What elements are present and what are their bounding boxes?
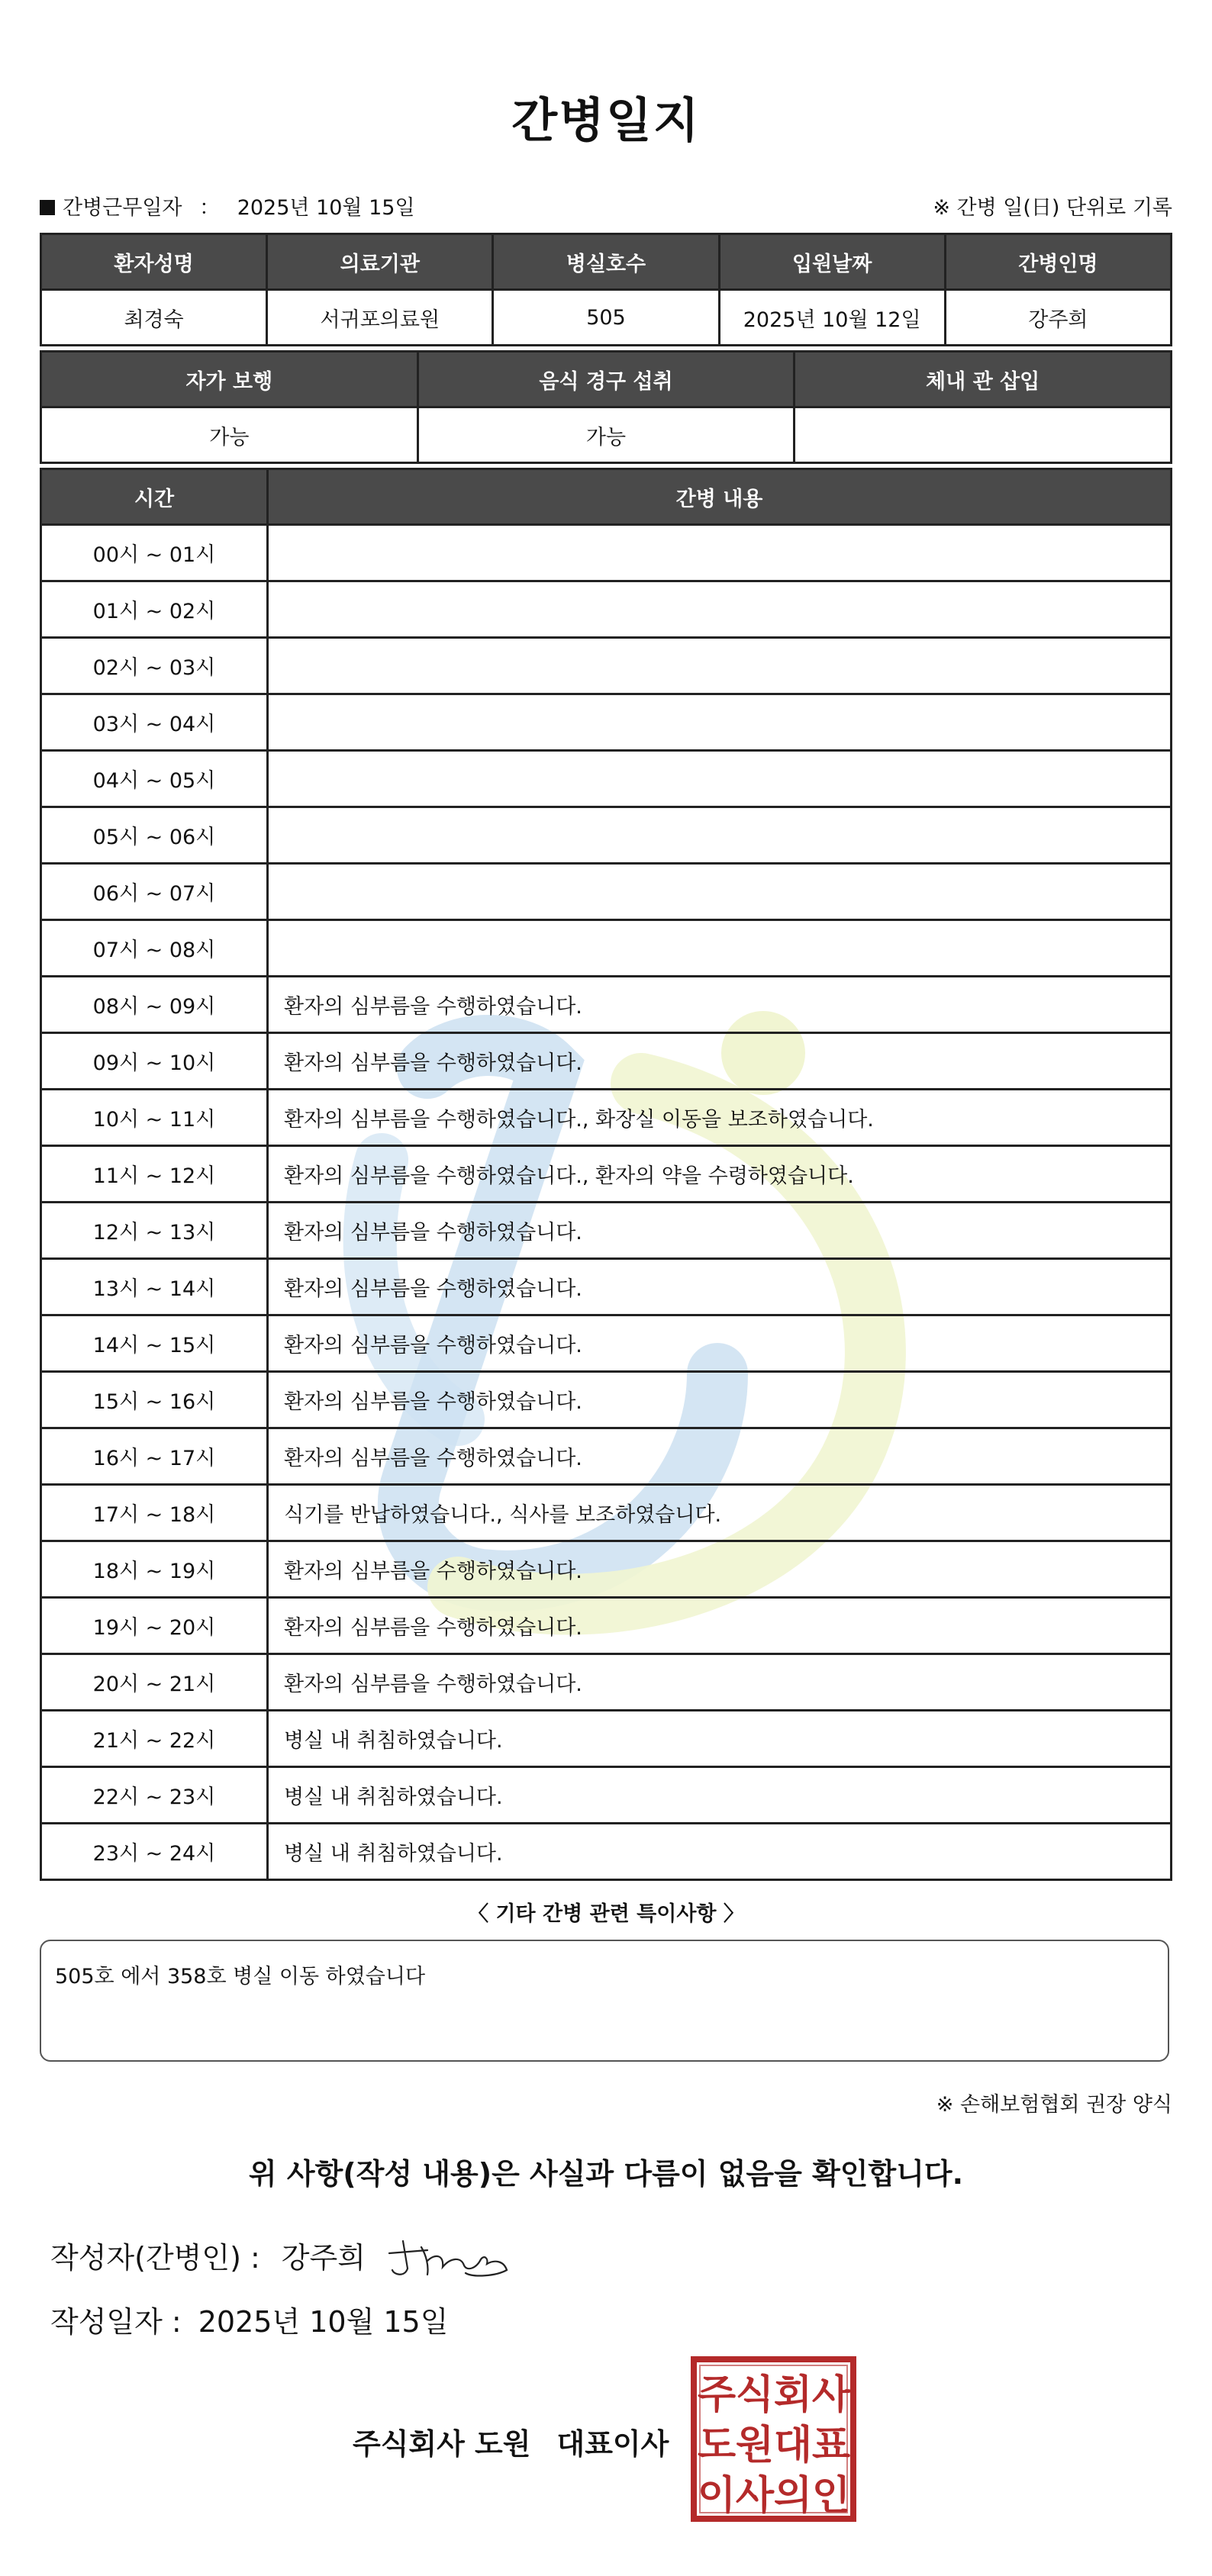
log-row	[41, 920, 1172, 977]
stamp-character: 표	[811, 2423, 851, 2468]
log-time: 17시 ~ 18시	[41, 1485, 268, 1541]
log-content: 환자의 심부름을 수행하였습니다.	[268, 1203, 1172, 1259]
log-content	[268, 581, 1172, 638]
log-row	[41, 1146, 1172, 1203]
ability-header: 음식 경구 섭취	[417, 352, 795, 407]
patient-name: 최경숙	[41, 290, 267, 346]
log-header-time: 시간	[41, 469, 268, 525]
log-time: 16시 ~ 17시	[41, 1428, 268, 1485]
info-header: 환자성명	[41, 234, 267, 290]
log-time: 19시 ~ 20시	[41, 1598, 268, 1654]
log-time: 05시 ~ 06시	[41, 807, 268, 864]
walking-value: 가능	[41, 407, 418, 463]
duty-date-value: 2025년 10월 15일	[237, 196, 415, 220]
log-row	[41, 1767, 1172, 1824]
log-content: 식기를 반납하였습니다., 식사를 보조하였습니다.	[268, 1485, 1172, 1541]
log-row	[41, 1824, 1172, 1880]
company-name: 주식회사 도원	[353, 2427, 531, 2461]
log-time: 09시 ~ 10시	[41, 1033, 268, 1090]
log-row	[41, 1033, 1172, 1090]
log-row	[41, 694, 1172, 751]
stamp-character: 인	[811, 2473, 851, 2519]
page-title: 간병일지	[511, 92, 701, 148]
log-content	[268, 694, 1172, 751]
log-content: 병실 내 취침하였습니다.	[268, 1824, 1172, 1880]
stamp-character: 사	[811, 2372, 851, 2418]
log-time: 23시 ~ 24시	[41, 1824, 268, 1880]
info-header: 입원날짜	[719, 234, 945, 290]
log-content: 환자의 심부름을 수행하였습니다.	[268, 1428, 1172, 1485]
stamp-character: 의	[773, 2473, 813, 2519]
log-content: 환자의 심부름을 수행하였습니다.	[268, 1541, 1172, 1598]
stamp-character: 주	[697, 2372, 737, 2418]
log-time: 15시 ~ 16시	[41, 1372, 268, 1428]
info-header: 의료기관	[267, 234, 493, 290]
ability-header: 체내 관 삽입	[795, 352, 1172, 407]
log-time: 06시 ~ 07시	[41, 864, 268, 920]
room-number: 505	[493, 290, 719, 346]
patient-info-table	[40, 233, 1172, 346]
duty-date	[40, 191, 415, 221]
log-row	[41, 1315, 1172, 1372]
caregiver-name: 강주희	[945, 290, 1171, 346]
log-content: 환자의 심부름을 수행하였습니다., 화장실 이동을 보조하였습니다.	[268, 1090, 1172, 1146]
stamp-character: 도	[697, 2423, 737, 2468]
insurance-note: ※ 손해보험협회 권장 양식	[936, 2093, 1172, 2117]
log-time: 12시 ~ 13시	[41, 1203, 268, 1259]
stamp-character: 이	[697, 2473, 737, 2519]
stamp-character: 회	[773, 2372, 813, 2418]
log-row	[41, 525, 1172, 581]
log-time: 03시 ~ 04시	[41, 694, 268, 751]
log-row	[41, 1485, 1172, 1541]
log-content: 환자의 심부름을 수행하였습니다.	[268, 1315, 1172, 1372]
stamp-character: 식	[735, 2372, 775, 2418]
log-content: 환자의 심부름을 수행하였습니다., 환자의 약을 수령하였습니다.	[268, 1146, 1172, 1203]
log-time: 04시 ~ 05시	[41, 751, 268, 807]
stamp-character: 대	[773, 2423, 813, 2468]
log-content: 환자의 심부름을 수행하였습니다.	[268, 1654, 1172, 1711]
company-seal-stamp	[689, 2355, 858, 2523]
log-row	[41, 1259, 1172, 1315]
stamp-character: 사	[735, 2473, 775, 2519]
hospital-name: 서귀포의료원	[267, 290, 493, 346]
log-row	[41, 1654, 1172, 1711]
log-time: 13시 ~ 14시	[41, 1259, 268, 1315]
info-header: 간병인명	[945, 234, 1171, 290]
duty-date-separator: ：	[199, 196, 221, 220]
record-note: ※ 간병 일(日) 단위로 기록	[933, 196, 1172, 220]
log-content: 환자의 심부름을 수행하였습니다.	[268, 1033, 1172, 1090]
admission-date: 2025년 10월 12일	[719, 290, 945, 346]
duty-date-label: 간병근무일자	[63, 196, 182, 220]
log-time: 14시 ~ 15시	[41, 1315, 268, 1372]
log-content: 환자의 심부름을 수행하였습니다.	[268, 977, 1172, 1033]
log-row	[41, 581, 1172, 638]
log-row	[41, 751, 1172, 807]
author-line	[50, 2234, 366, 2276]
log-content: 병실 내 취침하였습니다.	[268, 1711, 1172, 1767]
log-time: 07시 ~ 08시	[41, 920, 268, 977]
log-content: 병실 내 취침하였습니다.	[268, 1767, 1172, 1824]
log-row	[41, 864, 1172, 920]
log-content	[268, 864, 1172, 920]
log-time: 20시 ~ 21시	[41, 1654, 268, 1711]
log-content	[268, 751, 1172, 807]
author-name: 강주희	[281, 2241, 366, 2275]
log-row	[41, 1372, 1172, 1428]
ability-header: 자가 보행	[41, 352, 418, 407]
log-row	[41, 977, 1172, 1033]
log-row	[41, 638, 1172, 694]
log-time: 18시 ~ 19시	[41, 1541, 268, 1598]
log-row	[41, 1711, 1172, 1767]
log-row	[41, 1598, 1172, 1654]
log-content: 환자의 심부름을 수행하였습니다.	[268, 1598, 1172, 1654]
log-content	[268, 525, 1172, 581]
written-date-value: 2025년 10월 15일	[198, 2305, 449, 2339]
special-notes-title: 〈 기타 간병 관련 특이사항 〉	[468, 1902, 744, 1926]
confirmation-statement: 위 사항(작성 내용)은 사실과 다름이 없음을 확인합니다.	[248, 2157, 964, 2191]
special-notes-box: 505호 에서 358호 병실 이동 하였습니다	[40, 1940, 1169, 2062]
log-time: 21시 ~ 22시	[41, 1711, 268, 1767]
stamp-character: 원	[735, 2423, 775, 2468]
log-content: 환자의 심부름을 수행하였습니다.	[268, 1259, 1172, 1315]
log-time: 10시 ~ 11시	[41, 1090, 268, 1146]
oral-intake-value: 가능	[417, 407, 795, 463]
log-row	[41, 1428, 1172, 1485]
log-row	[41, 1090, 1172, 1146]
info-header: 병실호수	[493, 234, 719, 290]
written-date-label: 작성일자 :	[50, 2305, 182, 2339]
tube-value	[795, 407, 1172, 463]
square-bullet-icon	[40, 200, 55, 215]
log-content	[268, 638, 1172, 694]
log-time: 00시 ~ 01시	[41, 525, 268, 581]
log-content	[268, 807, 1172, 864]
care-log-table	[40, 468, 1172, 1881]
log-header-content: 간병 내용	[268, 469, 1172, 525]
log-time: 11시 ~ 12시	[41, 1146, 268, 1203]
log-content: 환자의 심부름을 수행하였습니다.	[268, 1372, 1172, 1428]
log-row	[41, 1541, 1172, 1598]
company-title: 대표이사	[556, 2427, 669, 2461]
author-label: 작성자(간병인) :	[50, 2241, 260, 2275]
company-line	[353, 2420, 669, 2462]
signature	[382, 2224, 534, 2285]
patient-ability-table	[40, 350, 1172, 464]
log-content	[268, 920, 1172, 977]
log-time: 08시 ~ 09시	[41, 977, 268, 1033]
log-row	[41, 807, 1172, 864]
log-time: 02시 ~ 03시	[41, 638, 268, 694]
log-row	[41, 1203, 1172, 1259]
written-date-line	[50, 2298, 448, 2340]
log-time: 01시 ~ 02시	[41, 581, 268, 638]
log-time: 22시 ~ 23시	[41, 1767, 268, 1824]
